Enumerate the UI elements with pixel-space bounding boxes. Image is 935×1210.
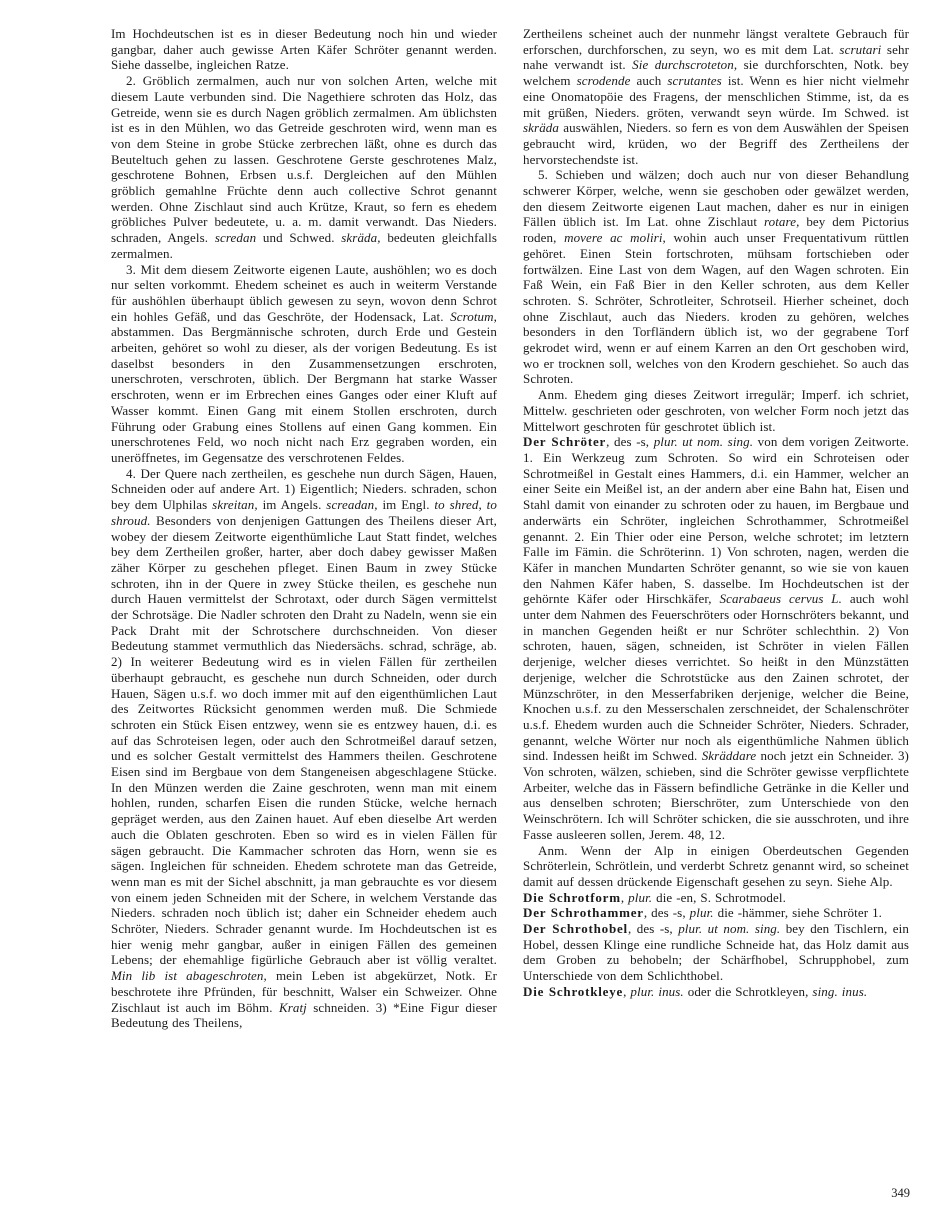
italic-term: scrutantes: [667, 73, 722, 89]
body-text: oder die Schrotkleyen,: [683, 983, 813, 999]
body-text: 4. Der Quere nach zertheilen, es geschehe nun durch Sägen, Hauen, Schneiden oder auf andere Art. 1) Eigentlich; Nieders. schraden, schon bey dem Ulphilas: [111, 465, 497, 513]
body-text: , des -s,: [627, 921, 679, 937]
entry-headword: Der Schröter: [523, 434, 607, 450]
body-text: sie durchforschten, Notk. bey welchem: [523, 57, 909, 89]
body-text: die -en, S. Schrotmodel.: [652, 889, 786, 905]
dictionary-entry: [523, 434, 909, 842]
italic-term: Kratj: [278, 999, 307, 1015]
entry-headword: Die Schrotform: [523, 889, 621, 905]
body-text: im Angels.: [257, 497, 327, 513]
entry-headword: Der Schrothobel: [523, 921, 628, 937]
entry-headword: Der Schrothammer: [523, 905, 644, 921]
dictionary-entry: [523, 921, 909, 984]
column-left: [111, 26, 497, 1196]
italic-term: Scarabaeus cervus L.: [719, 591, 842, 607]
body-text: bey dem Pictorius roden,: [523, 214, 909, 246]
body-text: auswählen, Nieders. so fern es von dem Auswählen der Speisen gebraucht wird, krüden, wo der Begriff des Zertheilens der hervorstechendste ist.: [523, 120, 909, 167]
body-text: im Engl.: [377, 497, 435, 513]
body-text: und Schwed.: [256, 230, 342, 246]
body-text: abstammen. Das Bergmännische schroten, durch Erde und Gestein arbeiten, gehöret so wohl zu dieser, als der vorigen Bedeutung. Es ist daselbst besonders in den Zusammensetzungen erschroten, unerschroten, verschroten, üblich. Der Bergmann hat starke Wasser erschroten, wenn er im Erbrechen eines Ganges oder einer Kluft auf Wasser kommt. Einen Gang mit einem Stollen erschroten, durch Führung oder Grabung eines Stollens auf einen Gang kommen. Ein unerschrotenes Feld, wo noch nicht nach Erz gegraben worden, ein uneröffnetes, im Gegensatze des verschrotenen Feldes.: [111, 324, 497, 465]
paragraph: [111, 262, 497, 466]
body-text: , des -s,: [606, 434, 654, 450]
body-text: Im Hochdeutschen ist es in dieser Bedeutung noch hin und wieder gangbar, daher auch gewisse Arten Käfer Schröter genannt werden. Siehe dasselbe, ingleichen Ratze.: [111, 26, 497, 73]
body-text: 5. Schieben und wälzen; doch auch nur von dieser Behandlung schwerer Körper, welche, wenn sie geschoben oder gewälzet werden, den diesem Zeitworte eigenen Laut machen, daher es nur in einigen Fällen üblich ist. Im Lat. ohne Zischlaut: [523, 167, 909, 230]
italic-term: scrodende: [576, 73, 631, 89]
body-text: wohin auch unser Frequentativum rüttlen gehöret. Einen Stein fortschroten, mühsam fortschieben oder fortwälzen. Eine Last von dem Wagen, auf den Wagen schroten. Ein Faß Wein, ein Faß Bier in den Keller schroten, aus dem Keller schroten. S. Schröter, Schrotleiter, Schrotseil. Hierher scheinet, doch ohne Zischlaut, auch das Nieders. kroden zu gehören, welches besonders in den Torfländern üblich ist, wo der gegrabene Torf gekrodet wird, wenn er auf einem Karren an den Ort geschoben wird, wo er trocknen soll, welches von den Krodern geschiehet. So auch das Schroten.: [523, 230, 909, 387]
paragraph: [523, 387, 909, 434]
paragraph: [523, 167, 909, 387]
body-text: bey den Tischlern, ein Hobel, dessen Klinge eine rundliche Schneide hat, das Holz damit aus dem Groben zu behobeln; der Schärfhobel, Schrupphobel, zum Unterschiede von dem Schlichthobel.: [523, 921, 909, 984]
italic-term: scredan: [214, 230, 257, 246]
body-text: ist. Wenn es hier nicht vielmehr eine Onomatopöie des Fragens, der menschlichen Stimme, ist, da es mit grüßen, Nieders. gröten, verwandt seyn würde. Im Schwed. ist: [523, 73, 909, 120]
body-text: , des -s,: [643, 905, 690, 921]
dictionary-entry: [523, 984, 909, 1000]
body-text: ,: [620, 889, 629, 905]
body-text: sehr nahe verwandt ist.: [523, 41, 909, 73]
italic-term: plur. ut nom. sing.: [678, 921, 781, 937]
italic-term: Skräddare: [701, 748, 757, 764]
paragraph: [111, 73, 497, 261]
body-text: 3. Mit dem diesem Zeitworte eigenen Laute, aushöhlen; wo es doch nur selten vorkommt. Ehedem scheinet es auch in weiterm Verstande für aushöhlen überhaupt üblich gewesen zu seyn, wovon denn Schrot ein hohles Gefäß, und das Geschröte, der Hodensack, Lat.: [111, 261, 497, 324]
paragraph: [523, 843, 909, 890]
body-text: Besonders von denjenigen Gattungen des Theilens dieser Art, wobey der diesem Zeitworte eigenthümliche Laut Statt findet, welches bey dem Zertheilen großer, harter, aber doch dabey gewisser Maßen zäher Körper zu geschehen pfleget. Einen Baum in zwey Stücke schroten, ihn in der Quere in zwey Stücke theilen, es geschehe nun durch Hauen vermittelst der Schrotaxt, oder durch Sägen vermittelst der Schrotsäge. Die Nadler schroten den Draht zu Nadeln, wenn sie ein Pack Draht mit der Schrotschere durchschneiden. Von dieser Bedeutung stammet vermuthlich das Niedersächs. schrad, schräge, ab. 2) In weiterer Bedeutung wird es in vielen Fällen für zertheilen überhaupt gebraucht, es geschehe nun durch Schneiden, oder durch Hauen, Sägen u.s.f. wo doch immer mit auf den eigenthümlichen Laut des Zeitwortes Rücksicht genommen werden muß. Die Schmiede schroten ein Stück Eisen entzwey, wenn sie es entzwey hauen, d.i. es auf das Schroteisen legen, oder auch den Schrotmeißel darauf setzen, und es solcher Gestalt vermittelst des Hammers theilen. Geschrotene Eisen sind im Bergbaue von dem Stangeneisen abgeschlagene Stücke. In den Münzen werden die Zaine geschroten, wenn man mit einem hohlen, runden, scharfen Eisen die runden Stücke, welche hernach gepräget werden, aus den Zainen hauet. Auf eben dieselbe Art werden auch die Oblaten geschroten. Eben so wird es in vielen Fällen für sägen gebraucht. Die Kammacher schroten das Horn, wenn sie es sägen. Ingleichen für schneiden. Ehedem schrotete man das Getreide, wenn man es mit der Sichel abschnitt, ja man gebrauchte es vor diesem von einem jeden Schneiden mit der Schere, in welchem Verstande das Nieders. schraden noch üblich ist; daher ein Schneider ehedem auch Schröter, Nieders. Schrader genannt wurde. Im Hochdeutschen ist es hier wenig mehr gangbar, außer in einigen Fällen des gemeinen Lebens; der ehemahlige figürliche Gebrauch aber ist völlig veraltet.: [111, 512, 497, 968]
body-text: ,: [623, 983, 631, 999]
dictionary-entry: [523, 890, 909, 906]
italic-term: Scrotum,: [450, 308, 497, 324]
italic-term: plur.: [628, 889, 653, 905]
italic-term: skreitan,: [212, 497, 258, 513]
body-text: noch jetzt ein Schneider. 3) Von schroten, wälzen, schieben, sind die Schröter gewisse verpflichtete Arbeiter, welche das in Fässern befindliche Getränke in die Keller und aus denselben schroten; Bierschröter, zum Unterschiede von den Weinschrötern. Ich will Schröter schicken, die sie ausschroten, und ihre Fasse ausleeren sollen, Jerem. 48, 12.: [523, 748, 909, 842]
page-number: 349: [891, 1186, 910, 1200]
body-text: von dem vorigen Zeitworte. 1. Ein Werkzeug zum Schroten. So wird ein Schroteisen oder Schrotmeißel in Gestalt eines Hammers, d.i. ein Hammer, welcher an einer Seite ein Meißel ist, an der andern aber eine Bahn hat, Eisen und Stahl damit von einander zu schroten oder zu hauen, im Bergbaue und anderwärts ein Schröter, ingleichen Schrothammer, Schrotmeißel genannt. 2. Ein Thier oder eine Person, welche schrotet; im letztern Falle im Fämin. die Schröterinn. 1) Von schroten, nagen, werden die Käfer in manchen Mundarten Schröter genannt, so wie sie von kauen den Nahmen Käfer haben, S. dasselbe. Im Hochdeutschen ist der gehörnte Käfer oder Hirschkäfer,: [523, 434, 909, 607]
body-text: auch wohl unter dem Nahmen des Feuerschröters oder Hornschröters bekannt, und in manchen Gegenden heißt er nur Schröter schlechthin. 2) Von schroten, hauen, sägen, schneiden, ist Schröter in vielen Fällen derjenige, welcher dieses verrichtet. So heißt in den Münzstätten derjenige, welcher die Schrotstücke aus den Zainen schrotet, der Münzschröter, in den Messerfabriken derjenige, welcher die Beine, Knochen u.s.f. zu den Messerschalen zerschneidet, der Schalenschröter u.s.f. Ehedem wurden auch die Schneider Schröter, Nieders. Schrader, genannt, welche Wörter nur noch als eigenthümliche Nahmen üblich sind. Indessen heißt im Schwed.: [523, 591, 909, 764]
italic-term: skräda: [523, 120, 559, 136]
body-text: Anm. Wenn der Alp in einigen Oberdeutschen Gegenden Schröterlein, Schrötlein, und verderbt Schretz genannt wird, so scheinet damit auf dessen drückende Eigenschaft gesehen zu seyn. Siehe Alp.: [523, 842, 909, 889]
paragraph: [111, 26, 497, 73]
body-text: bedeuten gleichfalls zermalmen.: [111, 230, 497, 261]
dictionary-entry: [523, 905, 909, 921]
entry-headword: Die Schrotkleye: [523, 983, 624, 999]
body-text: Zertheilens scheinet auch der nunmehr längst veraltete Gebrauch für erforschen, durchforschen, zu seyn, wo es mit dem Lat.: [523, 26, 909, 57]
body-text: mein Leben ist abgekürzet, Notk. Er beschrotete ihre Pfründen, für beschnitt, Walser ein Schweizer. Ohne Zischlaut ist auch im Böhm.: [111, 968, 497, 1015]
column-right: [523, 26, 909, 1196]
italic-term: to shred, to shroud.: [111, 497, 497, 528]
italic-term: sing. inus.: [812, 983, 868, 999]
italic-term: movere ac moliri,: [564, 230, 666, 246]
italic-term: scrutari: [839, 41, 882, 57]
paragraph: [523, 26, 909, 167]
body-text: auch: [630, 73, 668, 89]
italic-term: plur. ut nom. sing.: [653, 434, 754, 450]
body-text: schneiden. 3) *Eine Figur dieser Bedeutung des Theilens,: [111, 999, 497, 1031]
italic-term: skräda,: [341, 230, 381, 246]
body-text: Anm. Ehedem ging dieses Zeitwort irregulär; Imperf. ich schriet, Mittelw. geschrieten oder geschroten, von welcher Form noch jetzt das Mittelwort geschroten für geschrotet üblich ist.: [523, 387, 909, 434]
italic-term: Sie durchscroteton,: [632, 57, 738, 73]
text-columns: [111, 26, 909, 1196]
paragraph: [111, 466, 497, 1031]
body-text: 2. Gröblich zermalmen, auch nur von solchen Arten, welche mit diesem Laute verbunden sind. Die Nagethiere schroten das Holz, das Getreide, wenn sie es durch Nagen gröblich zermalmen. Am üblichsten ist es in den Mühlen, wo das Getreide geschroten wird, wenn man es von dem Steine in grobe Stücke zerbrechen läßt, ohne es durch das Beuteltuch gehen zu lassen. Geschrotene Gerste geschrotenes Malz, geschrotene Bohnen, Erbsen u.s.f. Dergleichen auf den Mühlen gröblich gemahlne Früchte denn auch collective Schrot genannt werden. Ohne Zischlaut sind auch Krütze, Kraut, so fern es ehedem gröbliches Pulver bedeutete, u. a. m. damit verwandt. Das Nieders. schraden, Angels.: [111, 73, 497, 246]
italic-term: plur.: [689, 905, 714, 921]
italic-term: plur. inus.: [630, 983, 684, 999]
italic-term: rotare,: [763, 214, 800, 230]
body-text: die -hämmer, siehe Schröter 1.: [713, 905, 883, 921]
italic-term: Min lib ist abageschroten,: [111, 968, 267, 984]
italic-term: screadan,: [326, 497, 378, 513]
